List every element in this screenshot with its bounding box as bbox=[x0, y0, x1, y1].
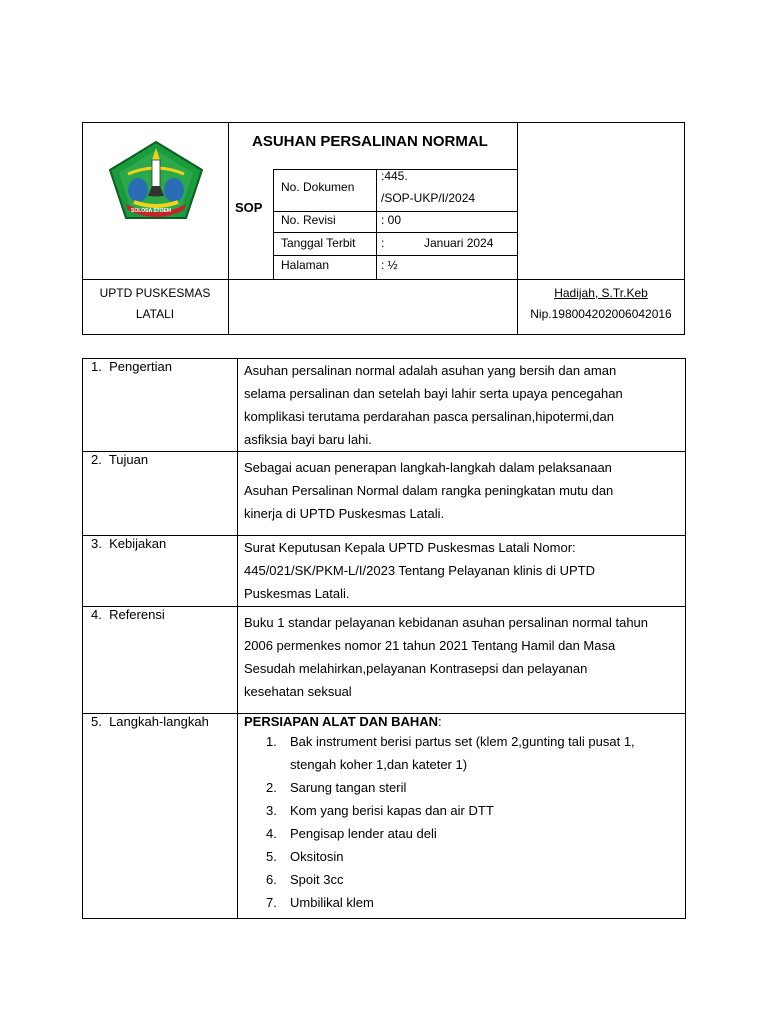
step-num: 1. bbox=[266, 734, 277, 749]
list-item bbox=[266, 730, 678, 776]
section-body-cell bbox=[238, 536, 686, 607]
section-line: komplikasi terutama perdarahan pasca persalinan,hipotermi,dan bbox=[244, 409, 614, 424]
section-num: 5. bbox=[91, 714, 102, 729]
field-value-dokumen-1: :445. bbox=[381, 169, 408, 183]
header-divider-right bbox=[517, 122, 518, 335]
section-row bbox=[83, 714, 686, 919]
step-num: 4. bbox=[266, 826, 277, 841]
section-label: Kebijakan bbox=[109, 536, 167, 551]
section-num: 1. bbox=[91, 359, 102, 374]
section-line: kinerja di UPTD Puskesmas Latali. bbox=[244, 506, 445, 521]
step-line: Kom yang berisi kapas dan air DTT bbox=[290, 803, 494, 818]
field-rule-2 bbox=[273, 232, 517, 233]
section-body-cell bbox=[238, 714, 686, 919]
section-label-cell bbox=[83, 452, 238, 536]
field-rule-3 bbox=[273, 255, 517, 256]
list-item bbox=[266, 845, 678, 868]
step-line: Sarung tangan steril bbox=[290, 780, 407, 795]
sop-content-table bbox=[82, 358, 686, 919]
section-label-cell bbox=[83, 536, 238, 607]
org-name-line1: UPTD PUSKESMAS bbox=[99, 286, 211, 300]
list-item bbox=[266, 822, 678, 845]
field-value-halaman: : ½ bbox=[381, 258, 398, 272]
header-bottom-rule bbox=[82, 279, 685, 280]
field-divider bbox=[376, 169, 377, 279]
field-value-terbit: Januari 2024 bbox=[424, 236, 494, 250]
step-line: Pengisap lender atau deli bbox=[290, 826, 437, 841]
step-num: 6. bbox=[266, 872, 277, 887]
list-item bbox=[266, 891, 678, 914]
step-line: Bak instrument berisi partus set (klem 2,gunting tali pusat 1, bbox=[290, 734, 635, 749]
list-item bbox=[266, 868, 678, 891]
section-label: Referensi bbox=[109, 607, 165, 622]
org-name-line2: LATALI bbox=[135, 307, 175, 321]
section-line: selama persalinan dan setelah bayi lahir serta upaya pencegahan bbox=[244, 386, 623, 401]
sop-label: SOP bbox=[235, 200, 263, 215]
steps-list bbox=[244, 730, 678, 914]
steps-heading-row bbox=[244, 714, 678, 730]
list-item bbox=[266, 776, 678, 799]
header-divider-left bbox=[228, 122, 229, 335]
section-line: Sesudah melahirkan,pelayanan Kontrasepsi dan pelayanan bbox=[244, 661, 588, 676]
section-line: Asuhan Persalinan Normal dalam rangka peningkatan mutu dan bbox=[244, 483, 614, 498]
step-line: Umbilikal klem bbox=[290, 895, 374, 910]
section-label: Langkah-langkah bbox=[109, 714, 209, 729]
section-line: Puskesmas Latali. bbox=[244, 586, 350, 601]
list-item bbox=[266, 799, 678, 822]
section-row bbox=[83, 452, 686, 536]
section-line: Surat Keputusan Kepala UPTD Puskesmas Latali Nomor: bbox=[244, 540, 576, 555]
section-line: Asuhan persalinan normal adalah asuhan yang bersih dan aman bbox=[244, 363, 617, 378]
section-label-cell bbox=[83, 359, 238, 452]
step-num: 5. bbox=[266, 849, 277, 864]
section-label-cell bbox=[83, 714, 238, 919]
field-label-halaman: Halaman bbox=[281, 258, 330, 272]
section-num: 3. bbox=[91, 536, 102, 551]
signer-nip: Nip.198004202006042016 bbox=[530, 307, 672, 321]
section-line: Buku 1 standar pelayanan kebidanan asuhan persalinan normal tahun bbox=[244, 615, 649, 630]
section-line: Sebagai acuan penerapan langkah-langkah dalam pelaksanaan bbox=[244, 460, 612, 475]
section-row bbox=[83, 607, 686, 714]
section-num: 2. bbox=[91, 452, 102, 467]
logo-text: SOLOSA STOEM bbox=[131, 208, 172, 214]
step-num: 7. bbox=[266, 895, 277, 910]
section-line: 445/021/SK/PKM-L/I/2023 Tentang Pelayanan klinis di UPTD bbox=[244, 563, 595, 578]
step-line: stengah koher 1,dan kateter 1) bbox=[290, 757, 468, 772]
signer-name: Hadijah, S.Tr.Keb bbox=[554, 286, 648, 300]
section-line: kesehatan seksual bbox=[244, 684, 352, 699]
step-line: Oksitosin bbox=[290, 849, 344, 864]
section-row bbox=[83, 536, 686, 607]
steps-heading-colon: : bbox=[438, 714, 442, 729]
section-body-cell bbox=[238, 607, 686, 714]
field-label-revisi: No. Revisi bbox=[281, 213, 336, 227]
field-value-revisi: : 00 bbox=[381, 213, 402, 227]
section-line: asfiksia bayi baru lahi. bbox=[244, 432, 372, 447]
section-row bbox=[83, 359, 686, 452]
section-label-cell bbox=[83, 607, 238, 714]
steps-heading: PERSIAPAN ALAT DAN BAHAN bbox=[244, 714, 439, 729]
field-value-terbit-colon: : bbox=[381, 236, 385, 250]
field-label-dokumen: No. Dokumen bbox=[281, 180, 355, 194]
step-line: Spoit 3cc bbox=[290, 872, 344, 887]
field-value-dokumen-2: /SOP-UKP/I/2024 bbox=[381, 191, 476, 205]
step-num: 2. bbox=[266, 780, 277, 795]
field-label-terbit: Tanggal Terbit bbox=[281, 236, 356, 250]
section-line: 2006 permenkes nomor 21 tahun 2021 Tentang Hamil dan Masa bbox=[244, 638, 616, 653]
sop-divider bbox=[273, 169, 274, 279]
step-num: 3. bbox=[266, 803, 277, 818]
section-body-cell bbox=[238, 359, 686, 452]
section-num: 4. bbox=[91, 607, 102, 622]
section-label: Pengertian bbox=[109, 359, 172, 374]
section-label: Tujuan bbox=[108, 452, 149, 467]
page-title: ASUHAN PERSALINAN NORMAL bbox=[252, 133, 488, 150]
section-body-cell bbox=[238, 452, 686, 536]
